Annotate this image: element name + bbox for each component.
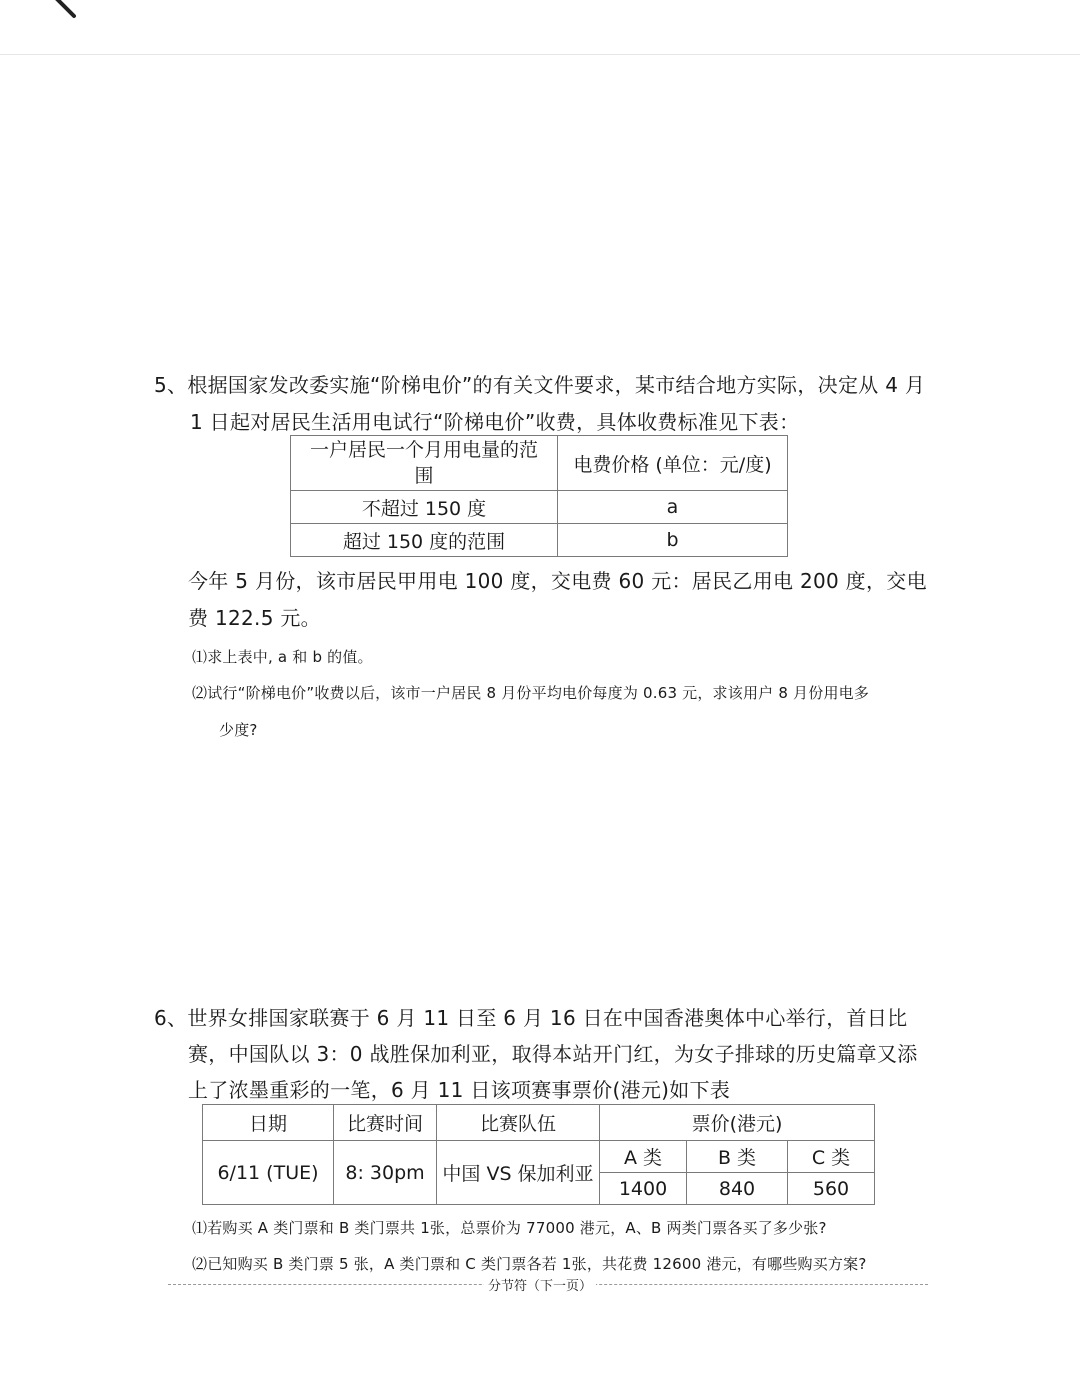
q5-line-1: 5、根据国家发改委实施“阶梯电价”的有关文件要求，某市结合地方实际，决定从 4 月 [154, 373, 926, 397]
table-cell-range: 不超过 150 度 [291, 491, 558, 524]
section-break-text: 分节符（下一页） [484, 1279, 596, 1294]
table-header-class-b: B 类 [687, 1141, 788, 1173]
table-cell-price-c: 560 [788, 1173, 875, 1205]
table-cell-price: b [558, 524, 788, 557]
q6-sub-question-2: ⑵已知购买 B 类门票 5 张，A 类门票和 C 类门票各若 1张，共花费 12600 港元，有哪些购买方案? [192, 1255, 867, 1273]
table-cell-price: a [558, 491, 788, 524]
q5-sub-question-2-line2: 少度? [219, 721, 258, 739]
table-header-range-line2: 围 [414, 465, 434, 487]
table-cell-teams: 中国 VS 保加利亚 [437, 1141, 600, 1205]
q6-line-2: 赛，中国队以 3：0 战胜保加利亚，取得本站开门红，为女子排球的历史篇章又添 [188, 1042, 918, 1066]
table-cell-price-b: 840 [687, 1173, 788, 1205]
table-cell-price-a: 1400 [600, 1173, 687, 1205]
table-row [291, 491, 788, 524]
table-header-price: 电费价格 (单位：元/度) [558, 436, 788, 491]
back-arrow-icon[interactable] [44, 0, 84, 24]
table-cell-date: 6/11 (TUE) [203, 1141, 334, 1205]
q5-line-4: 费 122.5 元。 [188, 606, 321, 630]
q6-line-3: 上了浓墨重彩的一笔，6 月 11 日该项赛事票价(港元)如下表 [188, 1078, 731, 1102]
table-cell-time: 8: 30pm [334, 1141, 437, 1205]
q5-sub-question-1: ⑴求上表中, a 和 b 的值。 [192, 648, 373, 666]
table-header-range [291, 436, 558, 491]
q5-line-2: 1 日起对居民生活用电试行“阶梯电价”收费，具体收费标准见下表： [190, 410, 800, 434]
table-header-class-c: C 类 [788, 1141, 875, 1173]
electricity-price-table [290, 435, 788, 557]
q5-line-3: 今年 5 月份，该市居民甲用电 100 度，交电费 60 元：居民乙用电 200 度，交电 [188, 569, 927, 593]
table-header-time: 比赛时间 [334, 1105, 437, 1141]
table-cell-range: 超过 150 度的范围 [291, 524, 558, 557]
q6-line-1: 6、世界女排国家联赛于 6 月 11 日至 6 月 16 日在中国香港奥体中心举行，首日比 [154, 1006, 908, 1030]
q5-sub-question-2-line1: ⑵试行“阶梯电价”收费以后，该市一户居民 8 月份平均电价每度为 0.63 元，求该用户 8 月份用电多 [192, 684, 870, 702]
table-header-range-line1: 一户居民一个月用电量的范 [309, 439, 538, 461]
section-break-label [0, 1275, 1080, 1294]
table-header-price: 票价(港元) [600, 1105, 875, 1141]
top-bar [0, 0, 1080, 55]
q6-sub-question-1: ⑴若购买 A 类门票和 B 类门票共 1张，总票价为 77000 港元，A、B 两类门票各买了多少张? [192, 1219, 827, 1237]
table-header-teams: 比赛队伍 [437, 1105, 600, 1141]
ticket-price-table [202, 1104, 875, 1205]
table-header-date: 日期 [203, 1105, 334, 1141]
table-row [291, 524, 788, 557]
table-header-class-a: A 类 [600, 1141, 687, 1173]
